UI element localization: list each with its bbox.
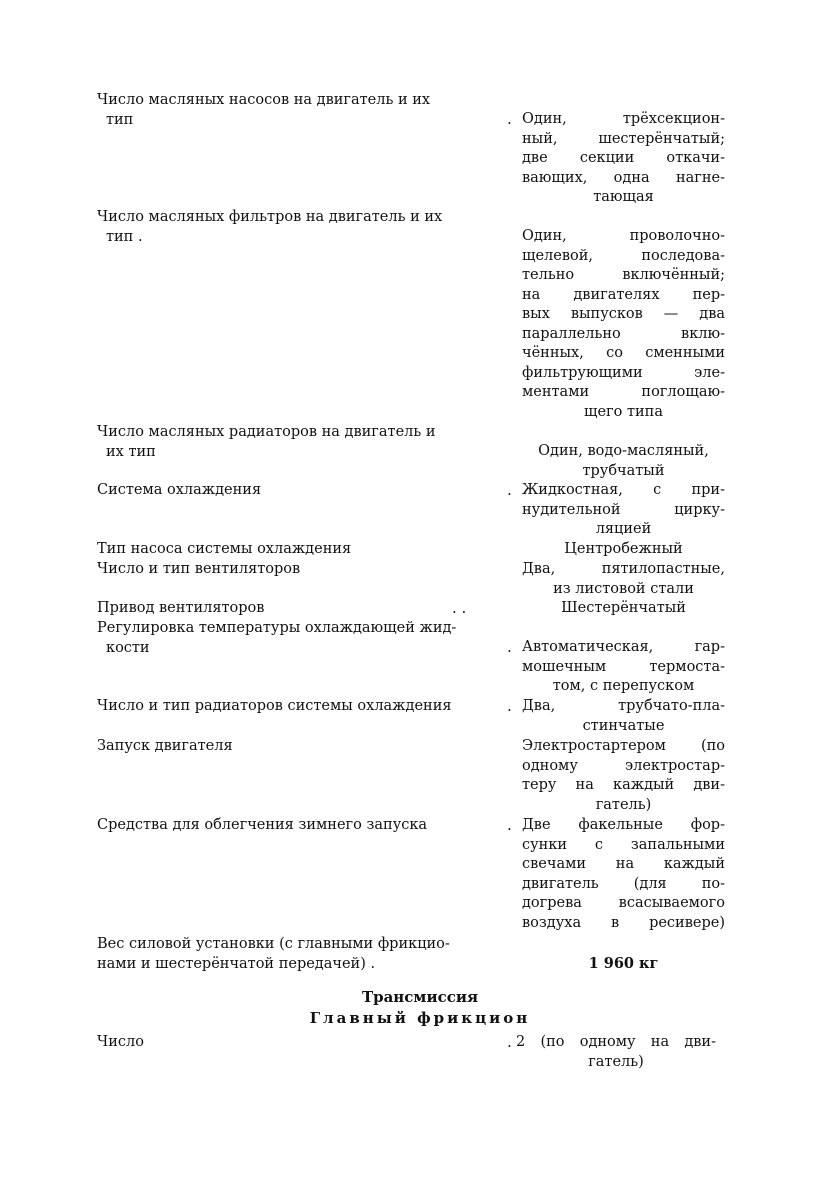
value-line: Один, проволочно- bbox=[522, 228, 725, 244]
spec-value bbox=[522, 599, 725, 619]
value-line: трубчатый bbox=[582, 462, 665, 479]
label-line: Число масляных фильтров на двигатель и их bbox=[97, 209, 443, 225]
value-line: нудительной цирку- bbox=[522, 501, 725, 518]
spec-value bbox=[522, 816, 725, 933]
value-line: мошечным термоста- bbox=[522, 658, 725, 675]
leader-dot: . bbox=[507, 697, 512, 715]
value-line: догрева всасываемого bbox=[522, 895, 725, 911]
value-line: двигатель (для по- bbox=[522, 875, 725, 892]
spec-label bbox=[97, 935, 517, 974]
value-line: одному электростар- bbox=[522, 757, 725, 774]
value-line: 1 960 кг bbox=[588, 955, 659, 972]
label-line: кости bbox=[106, 639, 150, 656]
value-line: гатель) bbox=[595, 796, 652, 813]
leader-dot: . bbox=[507, 110, 512, 128]
label-line: нами и шестерёнчатой передачей) . bbox=[97, 955, 376, 972]
value-line: Один, трёхсекцион- bbox=[522, 111, 725, 127]
value-line: щего типа bbox=[584, 403, 663, 420]
spec-value bbox=[522, 560, 725, 599]
label-line: Число bbox=[97, 1034, 144, 1050]
spec-label bbox=[97, 481, 517, 501]
label-line: Число и тип вентиляторов bbox=[97, 561, 301, 577]
spec-value bbox=[522, 227, 725, 422]
spec-label bbox=[97, 816, 517, 836]
value-line: на двигателях пер- bbox=[522, 286, 725, 303]
value-line: стинчатые bbox=[582, 717, 665, 734]
value-line: ный, шестерёнчатый; bbox=[522, 130, 725, 147]
spec-label bbox=[97, 423, 517, 462]
label-line: Число масляных радиаторов на двигатель и bbox=[97, 424, 436, 440]
label-line: Число и тип радиаторов системы охлаждения bbox=[97, 698, 452, 714]
value-line: Электростартером (по bbox=[522, 738, 725, 754]
spec-label bbox=[97, 737, 517, 757]
spec-value bbox=[522, 110, 725, 208]
value-line: тельно включённый; bbox=[522, 267, 725, 283]
spec-label bbox=[97, 697, 517, 717]
value-line: чённых, со сменными bbox=[522, 345, 725, 361]
label-line: Система охлаждения bbox=[97, 482, 262, 498]
spec-value bbox=[522, 540, 725, 560]
leader-dot: . bbox=[507, 1033, 512, 1051]
value-line: Один, водо-масляный, bbox=[538, 443, 709, 459]
value-line: Два, пятилопастные, bbox=[522, 561, 725, 577]
value-line: воздуха в ресивере) bbox=[522, 914, 725, 931]
subsection-heading-main-clutch: Главный фрикцион bbox=[309, 1009, 531, 1027]
spec-label bbox=[97, 560, 517, 580]
value-line: Центробежный bbox=[564, 541, 683, 557]
section-heading-transmission: Трансмиссия bbox=[361, 988, 479, 1006]
spec-value bbox=[522, 954, 725, 974]
label-line: Число масляных насосов на двигатель и их bbox=[97, 92, 431, 108]
label-line: их тип bbox=[106, 443, 156, 460]
value-line: вающих, одна нагне- bbox=[522, 169, 725, 186]
leader-dot: . bbox=[507, 816, 512, 834]
spec-label bbox=[97, 619, 517, 658]
spec-label bbox=[97, 91, 517, 130]
value-line: из листовой стали bbox=[553, 580, 694, 597]
label-line: Тип насоса системы охлаждения bbox=[97, 541, 352, 557]
leader-dot: . bbox=[507, 481, 512, 499]
label-line: Средства для облегчения зимнего запуска bbox=[97, 817, 428, 833]
value-line: 2 (по одному на дви- bbox=[516, 1034, 716, 1050]
label-line: тип . bbox=[106, 228, 143, 245]
value-line: свечами на каждый bbox=[522, 856, 725, 872]
spec-value bbox=[522, 737, 725, 815]
value-line: теру на каждый дви- bbox=[522, 777, 725, 793]
value-line: ляцией bbox=[595, 521, 652, 537]
value-line: том, с перепуском bbox=[552, 678, 695, 694]
label-line: Вес силовой установки (с главными фрикцио- bbox=[97, 936, 450, 952]
label-line: Привод вентиляторов bbox=[97, 600, 265, 616]
value-line: Автоматическая, гар- bbox=[522, 639, 725, 655]
value-line: гатель) bbox=[588, 1053, 644, 1070]
spec-label bbox=[97, 1033, 517, 1053]
value-line: параллельно вклю- bbox=[522, 325, 725, 342]
value-line: сунки с запальными bbox=[522, 836, 725, 853]
spec-value bbox=[522, 481, 725, 540]
value-line: две секции откачи- bbox=[522, 150, 725, 166]
value-line: Два, трубчато-пла- bbox=[522, 698, 725, 714]
label-line: Регулировка температуры охлаждающей жид- bbox=[97, 620, 457, 636]
value-line: фильтрующими эле- bbox=[522, 364, 725, 381]
leader-dot: . . bbox=[452, 599, 467, 617]
label-line: Запуск двигателя bbox=[97, 738, 233, 754]
value-line: щелевой, последова- bbox=[522, 247, 725, 264]
value-line: Шестерёнчатый bbox=[561, 600, 686, 616]
value-line: Жидкостная, с при- bbox=[522, 482, 725, 498]
leader-dot: . bbox=[507, 638, 512, 656]
value-line: тающая bbox=[593, 189, 654, 205]
value-line: вых выпусков — два bbox=[522, 306, 725, 322]
value-line: ментами поглощаю- bbox=[522, 384, 725, 400]
spec-value bbox=[522, 697, 725, 736]
value-line: Две факельные фор- bbox=[522, 817, 725, 833]
spec-value bbox=[516, 1033, 716, 1072]
label-line: тип bbox=[106, 111, 134, 128]
spec-value bbox=[522, 638, 725, 697]
spec-label bbox=[97, 540, 517, 560]
spec-value bbox=[522, 442, 725, 481]
spec-label bbox=[97, 208, 517, 247]
